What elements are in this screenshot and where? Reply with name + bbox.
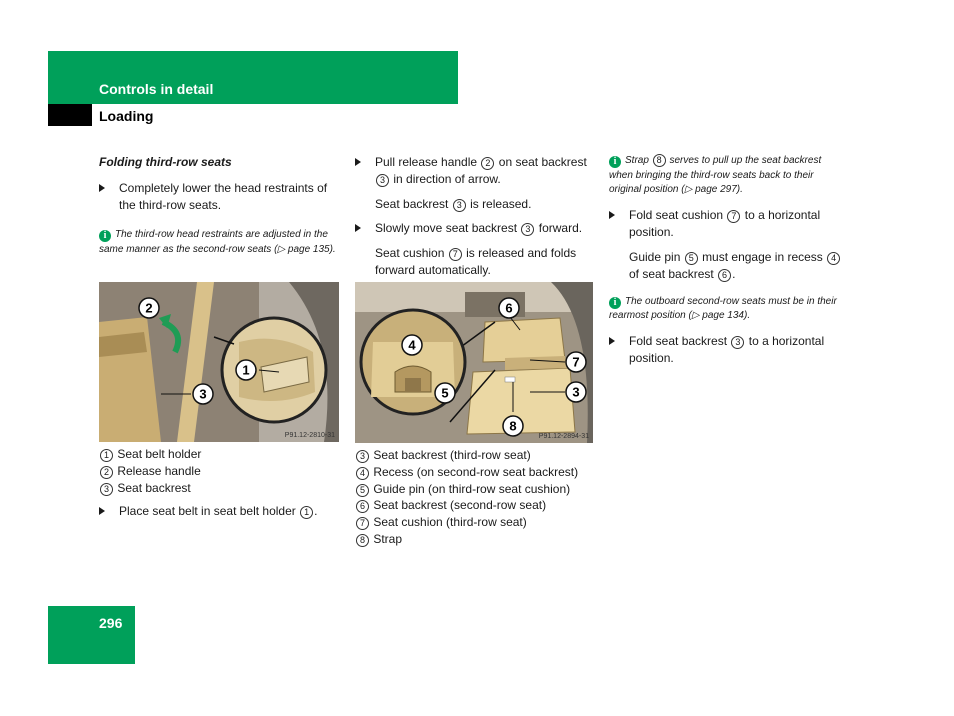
- legend-item: 6 Seat backrest (second-row seat): [355, 497, 595, 514]
- subsection-title: Loading: [99, 108, 154, 124]
- svg-text:3: 3: [199, 386, 207, 402]
- legend-item: 7 Seat cushion (third-row seat): [355, 514, 595, 531]
- figure-seat-positions: [355, 282, 593, 443]
- callout-1: [236, 360, 256, 380]
- figure-seat-belt-holder: [99, 282, 339, 442]
- callout-2: [139, 298, 159, 318]
- svg-text:5: 5: [441, 385, 449, 401]
- callout-3: [566, 382, 586, 402]
- step-lower-head-restraints: Completely lower the head restraints of the third-row seats.: [99, 180, 339, 214]
- legend-item: 2 Release handle: [99, 463, 339, 480]
- legend-item: 1 Seat belt holder: [99, 446, 339, 463]
- seat-belt-illustration: [99, 282, 339, 442]
- figure-code: P91.12-2894-31: [538, 433, 589, 440]
- page-number: 296: [99, 615, 123, 631]
- step-arrow-icon: [99, 507, 105, 515]
- step-fold-seat-cushion: Fold seat cushion 7 to a horizontal position.: [609, 207, 844, 241]
- column-1: [99, 154, 339, 266]
- svg-text:3: 3: [572, 384, 580, 400]
- section-tab-marker: [48, 104, 92, 126]
- callout-7: [566, 352, 586, 372]
- step-arrow-icon: [355, 224, 361, 232]
- step-pull-release-handle: Pull release handle 2 on seat backrest 3 in direction of arrow.: [355, 154, 595, 188]
- legend-item: 5 Guide pin (on third-row seat cushion): [355, 481, 595, 498]
- info-icon: i: [99, 230, 111, 242]
- svg-text:1: 1: [242, 362, 250, 378]
- section-title: Controls in detail: [99, 81, 214, 97]
- callout-8: [503, 416, 523, 436]
- callout-3: [193, 384, 213, 404]
- folding-heading: Folding third-row seats: [99, 155, 232, 169]
- info-note-strap: i Strap 8 serves to pull up the seat backrest when bringing the third-row seats back to their original position (▷ page 297).: [609, 155, 822, 195]
- info-note-outboard-seats: i The outboard second-row seats must be in their rearmost position (▷ page 134).: [609, 295, 837, 321]
- seat-positions-illustration: [355, 282, 593, 443]
- legend-item: 4 Recess (on second-row seat backrest): [355, 464, 595, 481]
- column-2: [355, 154, 595, 286]
- svg-text:4: 4: [408, 337, 416, 353]
- callout-6: [499, 298, 519, 318]
- step-fold-seat-backrest: Fold seat backrest 3 to a horizontal position.: [609, 333, 844, 367]
- callout-5: [435, 383, 455, 403]
- svg-text:8: 8: [509, 418, 517, 434]
- legend-item: 3 Seat backrest (third-row seat): [355, 447, 595, 464]
- step-arrow-icon: [355, 158, 361, 166]
- info-icon: i: [609, 297, 621, 309]
- info-icon: i: [609, 156, 621, 168]
- column-3: [609, 154, 844, 375]
- column-1-lower: [99, 446, 339, 528]
- svg-text:7: 7: [572, 354, 580, 370]
- result-guide-pin: Guide pin 5 must engage in recess 4 of seat backrest 6 .: [609, 249, 844, 283]
- step-move-backrest: Slowly move seat backrest 3 forward.: [355, 220, 595, 237]
- result-cushion-folds: Seat cushion 7 is released and folds forward automatically.: [375, 246, 577, 277]
- step-arrow-icon: [99, 184, 105, 192]
- info-note-head-restraints: i The third-row head restraints are adjusted in the same manner as the second-row seats (▷ page 135).: [99, 229, 336, 255]
- result-backrest-released: Seat backrest 3 is released.: [375, 197, 532, 211]
- svg-text:6: 6: [505, 300, 513, 316]
- callout-4: [402, 335, 422, 355]
- svg-text:2: 2: [145, 300, 153, 316]
- legend-item: 8 Strap: [355, 531, 595, 548]
- figure-code: P91.12-2810-31: [284, 432, 335, 439]
- step-arrow-icon: [609, 337, 615, 345]
- legend-item: 3 Seat backrest: [99, 480, 339, 497]
- step-place-seat-belt: Place seat belt in seat belt holder 1 .: [99, 503, 339, 520]
- legend-figure-2: [355, 447, 595, 548]
- step-arrow-icon: [609, 211, 615, 219]
- legend-figure-1: [99, 446, 339, 496]
- column-2-lower: [355, 447, 595, 548]
